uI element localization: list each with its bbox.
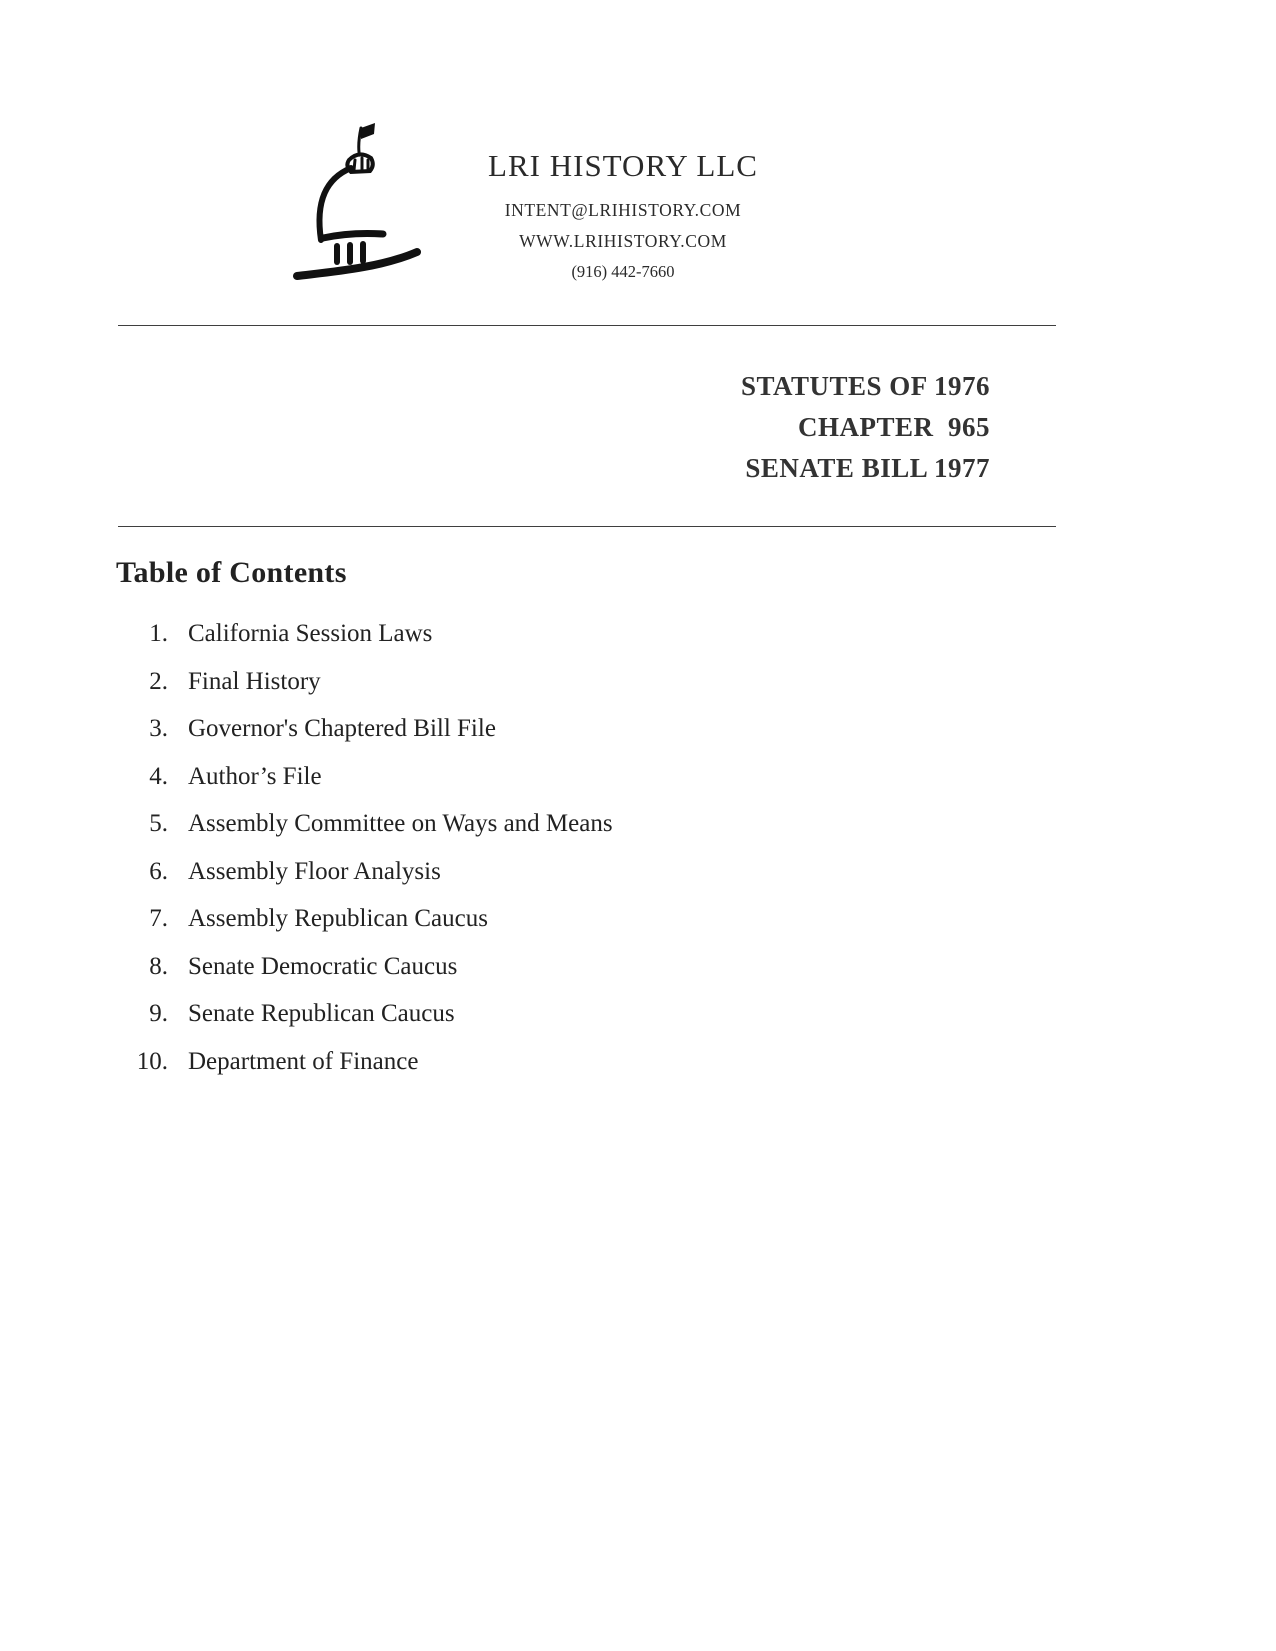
toc-item-label: Final History bbox=[188, 667, 321, 695]
toc-item-label: Author’s File bbox=[188, 762, 322, 790]
toc-item-label: Senate Republican Caucus bbox=[188, 1000, 455, 1027]
divider-bottom bbox=[118, 526, 1056, 527]
toc-item-number: 1. bbox=[149, 620, 168, 647]
toc-item-number: 10. bbox=[136, 1047, 168, 1075]
letterhead-text bbox=[453, 120, 793, 282]
toc-item-number: 4. bbox=[149, 762, 168, 790]
toc-item bbox=[116, 620, 613, 668]
company-name: LRI HISTORY LLC bbox=[488, 148, 758, 183]
toc-title: Table of Contents bbox=[116, 556, 347, 589]
toc-item-label: California Session Laws bbox=[188, 620, 433, 647]
toc-item bbox=[116, 668, 613, 716]
toc-list bbox=[116, 620, 613, 1095]
toc-item-number: 2. bbox=[149, 667, 168, 695]
toc-item-number: 3. bbox=[149, 715, 168, 742]
toc-item-label: Department of Finance bbox=[188, 1047, 419, 1075]
statute-reference bbox=[741, 366, 990, 489]
statutes-line: STATUTES OF 1976 bbox=[740, 371, 990, 401]
toc-item bbox=[116, 715, 613, 763]
toc-item-number: 8. bbox=[149, 952, 168, 980]
senate-bill-line: SENATE BILL 1977 bbox=[745, 453, 990, 483]
toc-item bbox=[116, 905, 613, 953]
toc-item-number: 9. bbox=[149, 1000, 168, 1027]
toc-item-label: Assembly Floor Analysis bbox=[188, 857, 441, 885]
toc-item bbox=[116, 763, 613, 811]
toc-item-number: 6. bbox=[149, 857, 168, 885]
toc-item-number: 7. bbox=[149, 905, 168, 932]
toc-item-label: Senate Democratic Caucus bbox=[188, 952, 458, 980]
toc-item bbox=[116, 953, 613, 1001]
toc-item-label: Governor's Chaptered Bill File bbox=[188, 715, 496, 742]
toc-item bbox=[116, 858, 613, 906]
chapter-line: CHAPTER 965 bbox=[797, 412, 990, 442]
toc-item bbox=[116, 1048, 613, 1096]
capitol-logo-icon bbox=[285, 120, 435, 285]
letterhead bbox=[285, 120, 793, 285]
toc-item-label: Assembly Committee on Ways and Means bbox=[188, 810, 613, 837]
divider-top bbox=[118, 325, 1056, 326]
company-phone: (916) 442-7660 bbox=[571, 262, 675, 281]
company-email: INTENT@LRIHISTORY.COM bbox=[504, 200, 742, 220]
company-website: WWW.LRIHISTORY.COM bbox=[519, 231, 727, 251]
toc-item bbox=[116, 1000, 613, 1048]
toc-item-number: 5. bbox=[149, 810, 168, 837]
toc-item bbox=[116, 810, 613, 858]
toc-item-label: Assembly Republican Caucus bbox=[188, 905, 488, 932]
